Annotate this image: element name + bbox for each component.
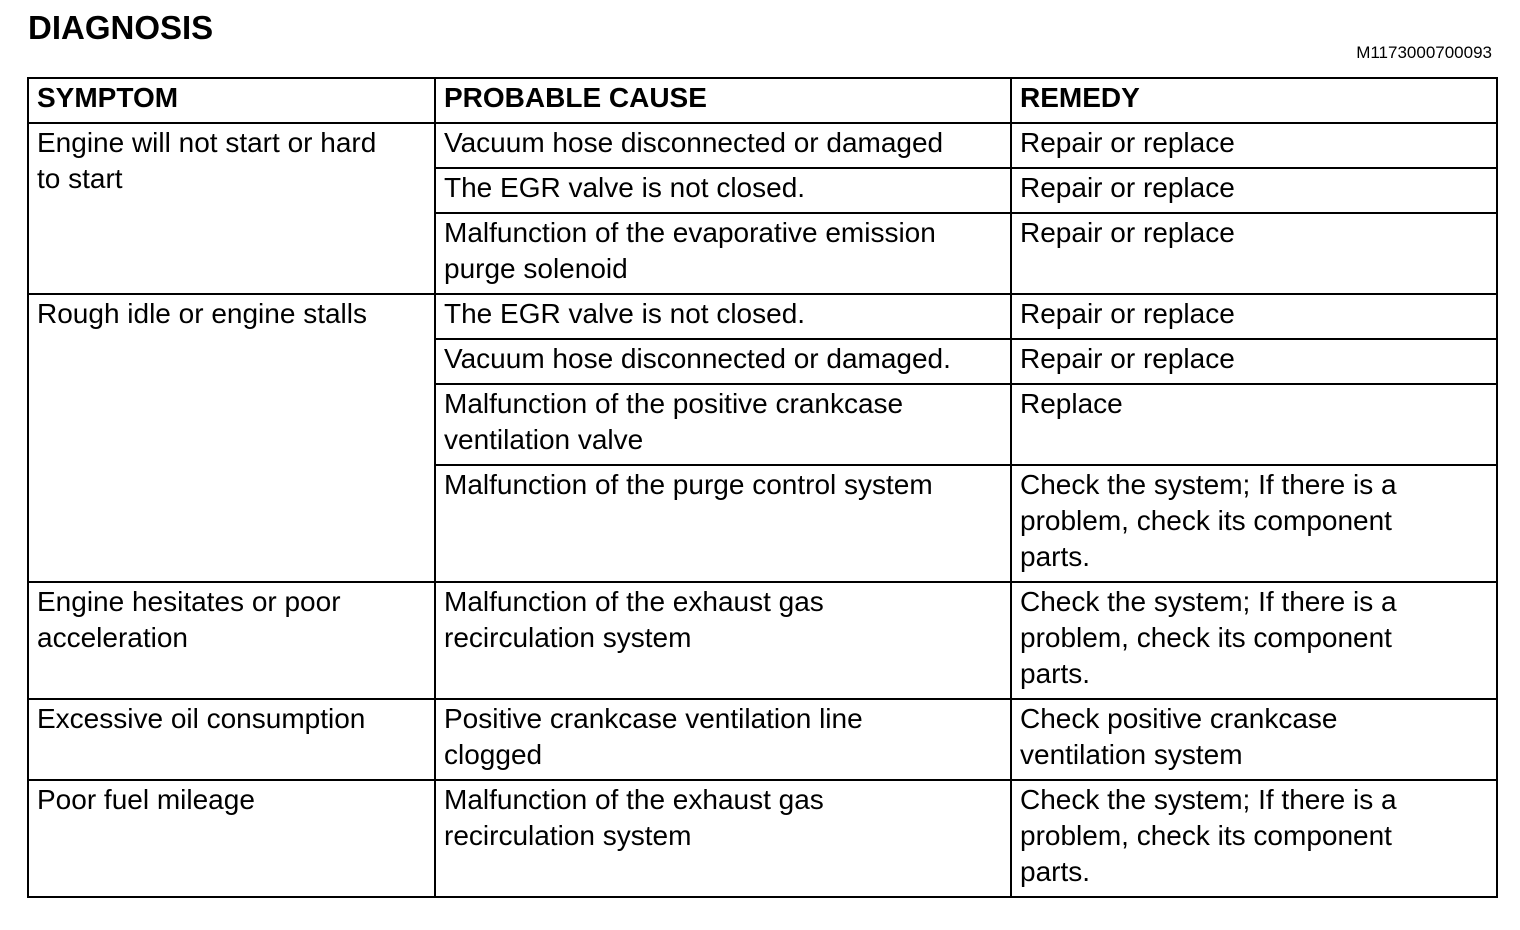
- cause-cell: Positive crankcase ventilation line clogged: [435, 699, 1011, 780]
- remedy-cell: Repair or replace: [1011, 339, 1497, 384]
- symptom-cell: Excessive oil consumption: [28, 699, 435, 780]
- symptom-cell: Engine hesitates or poor acceleration: [28, 582, 435, 699]
- cause-cell: Malfunction of the positive crankcase ventilation valve: [435, 384, 1011, 465]
- cause-cell: Malfunction of the exhaust gas recirculation system: [435, 582, 1011, 699]
- cause-cell: Vacuum hose disconnected or damaged: [435, 123, 1011, 168]
- remedy-cell: Replace: [1011, 384, 1497, 465]
- page-title: DIAGNOSIS: [28, 9, 214, 46]
- table-row: [28, 780, 1497, 897]
- remedy-header: REMEDY: [1011, 78, 1497, 123]
- remedy-cell: Repair or replace: [1011, 168, 1497, 213]
- cause-cell: Malfunction of the purge control system: [435, 465, 1011, 582]
- table-row: [28, 699, 1497, 780]
- table-header-row: [28, 78, 1497, 123]
- remedy-cell: Check positive crankcase ventilation system: [1011, 699, 1497, 780]
- probable-cause-header: PROBABLE CAUSE: [435, 78, 1011, 123]
- cause-cell: Vacuum hose disconnected or damaged.: [435, 339, 1011, 384]
- cause-cell: The EGR valve is not closed.: [435, 294, 1011, 339]
- cause-cell: Malfunction of the exhaust gas recirculation system: [435, 780, 1011, 897]
- remedy-cell: Repair or replace: [1011, 123, 1497, 168]
- cause-cell: Malfunction of the evaporative emission purge solenoid: [435, 213, 1011, 294]
- symptom-header: SYMPTOM: [28, 78, 435, 123]
- remedy-cell: Repair or replace: [1011, 294, 1497, 339]
- remedy-cell: Check the system; If there is a problem, check its component parts.: [1011, 780, 1497, 897]
- table-row: [28, 294, 1497, 339]
- remedy-cell: Check the system; If there is a problem, check its component parts.: [1011, 582, 1497, 699]
- symptom-cell: Engine will not start or hard to start: [28, 123, 435, 294]
- symptom-cell: Rough idle or engine stalls: [28, 294, 435, 582]
- remedy-cell: Check the system; If there is a problem, check its component parts.: [1011, 465, 1497, 582]
- document-code: M1173000700093: [1356, 43, 1492, 62]
- diagnosis-table: [27, 77, 1498, 898]
- symptom-cell: Poor fuel mileage: [28, 780, 435, 897]
- remedy-cell: Repair or replace: [1011, 213, 1497, 294]
- cause-cell: The EGR valve is not closed.: [435, 168, 1011, 213]
- table-row: [28, 582, 1497, 699]
- table-row: [28, 123, 1497, 168]
